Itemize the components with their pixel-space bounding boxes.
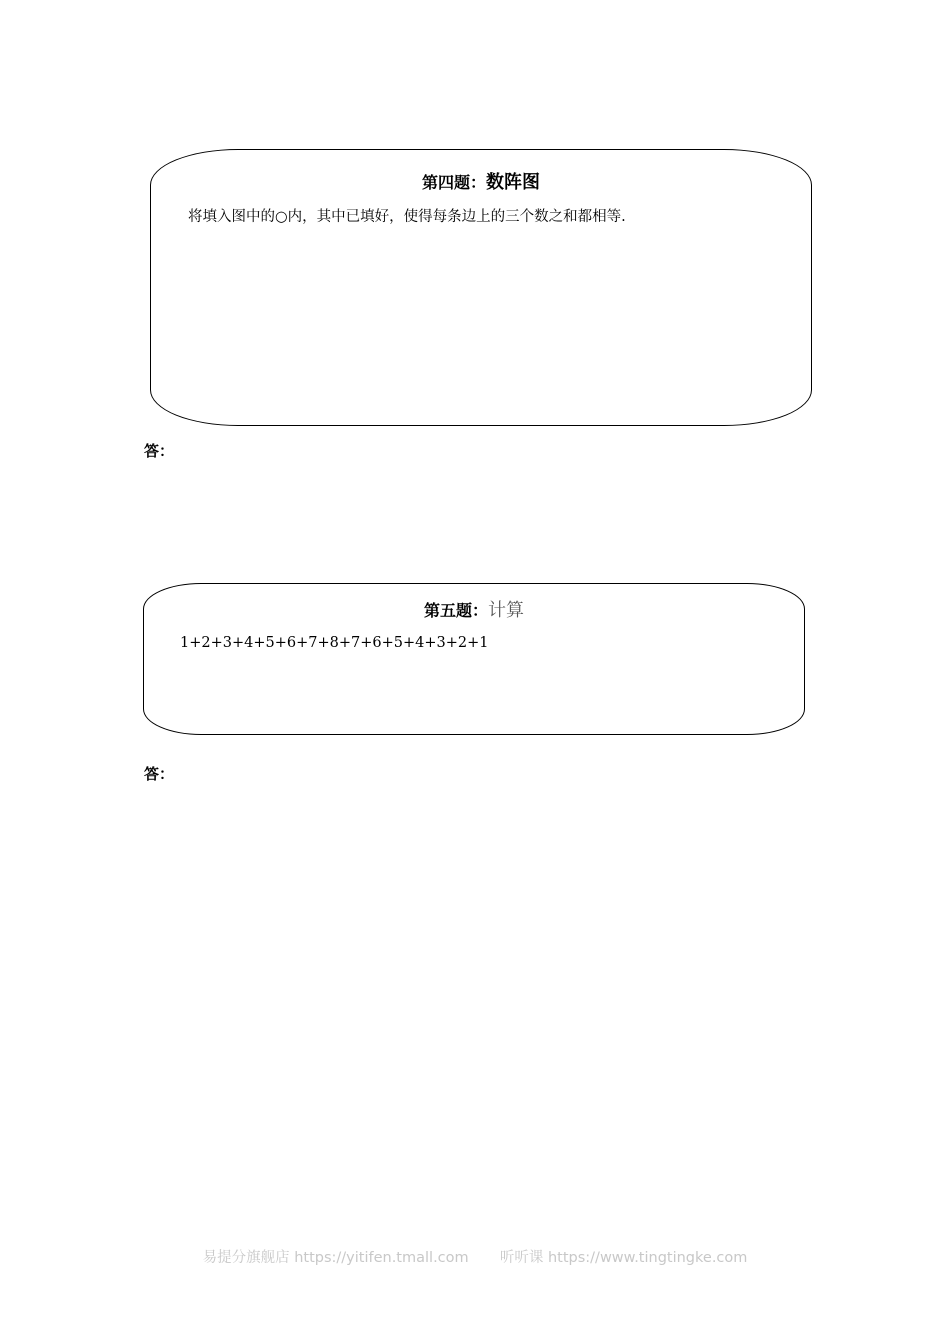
problem-5-name: 计算 (488, 600, 524, 621)
problem-4-box (150, 149, 812, 426)
footer-course-name: 听听课 (499, 1250, 544, 1266)
answer-4-label: 答： (144, 442, 175, 460)
problem-4-name: 数阵图 (486, 172, 540, 193)
page-footer (0, 1246, 950, 1267)
footer-shop-link[interactable]: https://yitifen.tmall.com (294, 1250, 469, 1266)
problem-5-box (143, 583, 805, 735)
problem-5-title (144, 596, 804, 622)
problem-5-expression: 1+2+3+4+5+6+7+8+7+6+5+4+3+2+1 (180, 635, 489, 651)
footer-course-link[interactable]: https://www.tingtingke.com (547, 1250, 748, 1266)
problem-4-text: 将填入图中的○内，其中已填好，使得每条边上的三个数之和都相等. (188, 209, 626, 225)
footer-shop-name: 易提分旗舰店 (202, 1250, 290, 1266)
problem-5-number: 第五题： (423, 601, 488, 620)
answer-5-label: 答： (144, 765, 175, 783)
problem-4-number: 第四题： (421, 173, 486, 192)
problem-4-title (151, 168, 811, 194)
